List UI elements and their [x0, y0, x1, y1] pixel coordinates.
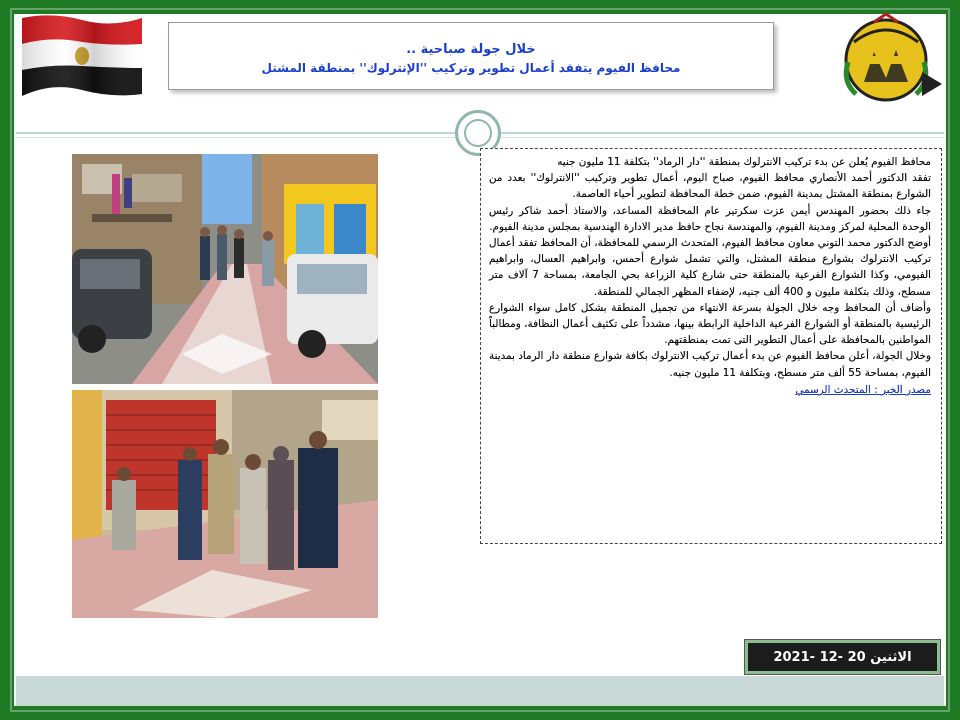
article-paragraph: أوضح الدكتور محمد التوني معاون محافظ الفيوم، المتحدث الرسمي للمحافظة، أن المحافظ تفقد أعمال تركيب الانترلوك بشوارع منطقة المشتل، والتي تشمل شوارع أحمس، وابراهيم العسال، وابراهيم الفيومي، وكذا الشوارع الفرعية بالمنطقة حتى شارع كلية الزراعة بحي الجامعة، بمساحة 7 آلاف متر مسطح، وذلك بتكلفة مليون و 400 ألف جنيه، لإضفاء المظهر الجمالي للمنطقة. [489, 237, 932, 298]
fayoum-governorate-logo-icon [834, 12, 944, 104]
article-paragraph: وخلال الجولة، أعلن محافظ الفيوم عن بدء أعمال تركيب الانترلوك بكافة شوارع منطقة دار الرماد بمدينة الفيوم، بمساحة 55 ألف متر مسطح، وبتكلفة 11 مليون جنيه. [489, 350, 931, 379]
street-inspection-photo-2 [72, 390, 378, 618]
footer-band [16, 676, 944, 706]
date-badge: الاثنين 20 -12 -2021 [745, 640, 940, 674]
news-source-link[interactable]: مصدر الخبر : المتحدث الرسمي [795, 383, 931, 396]
article-paragraph: وأضاف أن المحافظ وجه خلال الجولة بسرعة الانتهاء من تجميل المنطقة بشكل كامل سواء الشوارع الرئيسية بالمنطقة أو الشوارع الفرعية الداخلية الرابطة بينها، مشدداً على تكثيف أعمال النظافة، ومطالباً المواطنين بالمحافظة على أعمال التطوير التى تمت بمنطقتهم. [489, 301, 931, 347]
egypt-flag-icon [18, 12, 144, 98]
street-inspection-photo-1 [72, 154, 378, 384]
headline-line-1: خلال جولة صباحية .. [406, 42, 536, 57]
article-paragraph: جاء ذلك بحضور المهندس أيمن عزت سكرتير عام المحافظة المساعد، والاستاذ أحمد شاكر رئيس الوحدة المحلية لمركز ومدينة الفيوم، والمهندسة نجاح حافظ مدير الادارة الهندسية بمجلس مدينة الفيوم. [489, 204, 931, 233]
news-article [480, 148, 942, 544]
article-paragraph: تفقد الدكتور أحمد الأنصاري محافظ الفيوم، صباح اليوم، أعمال تطوير وتركيب ''الانترلوك'' بعدد من الشوارع بمنطقة المشتل بمدينة الفيوم، ضمن خطة المحافظة لتطوير أحياء العاصمة. [489, 172, 931, 201]
article-paragraph: محافظ الفيوم يُعلن عن بدء تركيب الانترلوك بمنطقة ''دار الرماد'' بتكلفة 11 مليون جنيه [557, 156, 931, 168]
headline-box [168, 22, 774, 90]
headline-line-2: محافظ الفيوم يتفقد أعمال تطوير وتركيب ''الإنترلوك'' بمنطقة المشتل [261, 61, 681, 75]
